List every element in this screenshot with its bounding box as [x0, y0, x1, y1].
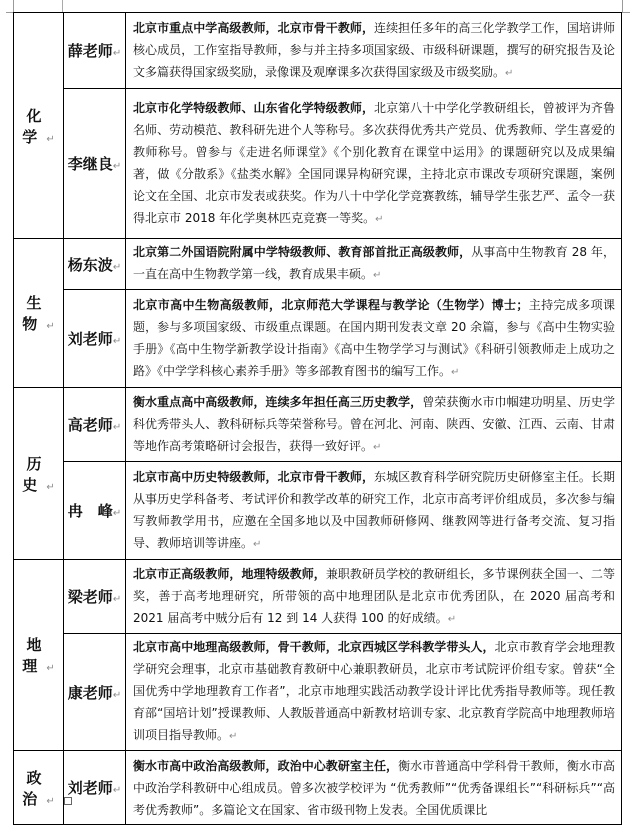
teacher-name-cell: 李继良↵	[64, 89, 126, 239]
teacher-bio-cell: 北京市正高级教师，地理特级教师，兼职教研员学校的教研组长，多节课例获全国一、二等奖，善于高考地理研究，所带领的高中地理团队是北京市优秀团队，在 2020 届高考和 2021 届高考中贼分后有 12 到 14 人获得 100 的好成绩。↵	[126, 560, 622, 634]
teacher-bio-cell: 北京市高中生物高级教师，北京师范大学课程与教学论（生物学）博士；主持完成多项课题，参与多项国家级、市级重点课题。在国内期刊发表文章 20 余篇，参与《高中生物实验手册》《高中生物学新教学设计指南》《高中生物学学习与测试》《科研引领教师走上成功之路》《中学学科核心素养手册》等多部教育图书的编写工作。↵	[126, 290, 622, 388]
teacher-bio-cell: 北京市高中地理高级教师，骨干教师，北京西城区学科教学带头人，北京市教育学会地理教学研究会理事，北京市基础教育教研中心兼职教研员，北京市考试院评价组专家。曾获“全国优秀中学地理教育工作者”，北京市地理实践活动教学设计评比优秀指导教师等。现任教育部“国培计划”授课教师、人教版普通高中新教材培训专家、北京教育学院高中地理教师培训项目指导教师。↵	[126, 634, 622, 751]
subject-cell: 化 学↵	[14, 13, 64, 239]
teacher-name-cell: 刘老师↵	[64, 751, 126, 825]
table-row	[14, 239, 622, 290]
teacher-table	[13, 12, 622, 825]
teacher-name-cell: 刘老师↵	[64, 290, 126, 388]
table-row	[14, 634, 622, 751]
teacher-name-cell: 杨东波↵	[64, 239, 126, 290]
table-row	[14, 89, 622, 239]
teacher-name-cell: 薛老师↵	[64, 13, 126, 89]
teacher-bio-cell: 北京市化学特级教师、山东省化学特级教师，北京第八十中学化学教研组长，曾被评为齐鲁名师、劳动模范、教科研先进个人等称号。多次获得优秀共产党员、优秀教师、学生喜爱的教师称号。曾参与《走进名师课堂》《个别化教育在课堂中运用》的课题研究以及成果编著，做《分散系》《盐类水解》全国同课异构研究课，主持北京市课改专项研究课题，案例论文在全国、北京市发表或获奖。作为八十中学化学竞赛教练，辅导学生张艺严、孟令一获得北京市 2018 年化学奥林匹克竞赛一等奖。↵	[126, 89, 622, 239]
teacher-bio-cell: 衡水市高中政治高级教师，政治中心教研室主任，衡水市普通高中学科骨干教师，衡水市高中政治学科教研中心组成员。曾多次被学校评为 “优秀教师”“优秀备课组长”“科研标兵”“高考优秀教师”。多篇论文在国家、省市级刊物上发表。全国优质课比	[126, 751, 622, 825]
subject-cell: 政 治↵	[14, 751, 64, 825]
subject-cell: 历 史↵	[14, 388, 64, 560]
table-row	[14, 13, 622, 89]
table-row	[14, 751, 622, 825]
column-guide-line	[62, 0, 63, 12]
table-resize-handle[interactable]	[64, 797, 72, 805]
teacher-name-cell: 冉 峰↵	[64, 462, 126, 560]
table-row	[14, 388, 622, 462]
page-corner-mark-right	[622, 0, 630, 13]
subject-cell: 生 物↵	[14, 239, 64, 388]
teacher-bio-cell: 北京第二外国语院附属中学特级教师、教育部首批正高级教师，从事高中生物教育 28 年，一直在高中生物教学第一线，教育成果丰硕。↵	[126, 239, 622, 290]
teacher-name-cell: 康老师↵	[64, 634, 126, 751]
table-row	[14, 290, 622, 388]
teacher-bio-cell: 衡水重点高中高级教师，连续多年担任高三历史教学，曾荣获衡水市巾帼建功明星、历史学科优秀带头人、教科研标兵等荣誉称号。曾在河北、河南、陕西、安徽、江西、云南、甘肃等地作高考策略研讨会报告，获得一致好评。↵	[126, 388, 622, 462]
subject-cell: 地 理↵	[14, 560, 64, 751]
teacher-bio-cell: 北京市重点中学高级教师，北京市骨干教师，连续担任多年的高三化学教学工作，国培讲师核心成员，工作室指导教师，参与并主持多项国家级、市级科研课题，撰写的研究报告及论文多篇获得国家级奖励，录像课及观摩课多次获得国家级及市级奖励。↵	[126, 13, 622, 89]
teacher-bio-cell: 北京市高中历史特级教师，北京市骨干教师，东城区教育科学研究院历史研修室主任。长期从事历史学科备考、考试评价和教学改革的研究工作，北京市高考评价组成员，多次参与编 写教师教学用书，应邀在全国多地以及中国教师研修网、继教网等进行备考交流、复习指导、教师培训等讲座。↵	[126, 462, 622, 560]
teacher-name-cell: 高老师↵	[64, 388, 126, 462]
teacher-name-cell: 梁老师↵	[64, 560, 126, 634]
table-row	[14, 462, 622, 560]
table-row	[14, 560, 622, 634]
